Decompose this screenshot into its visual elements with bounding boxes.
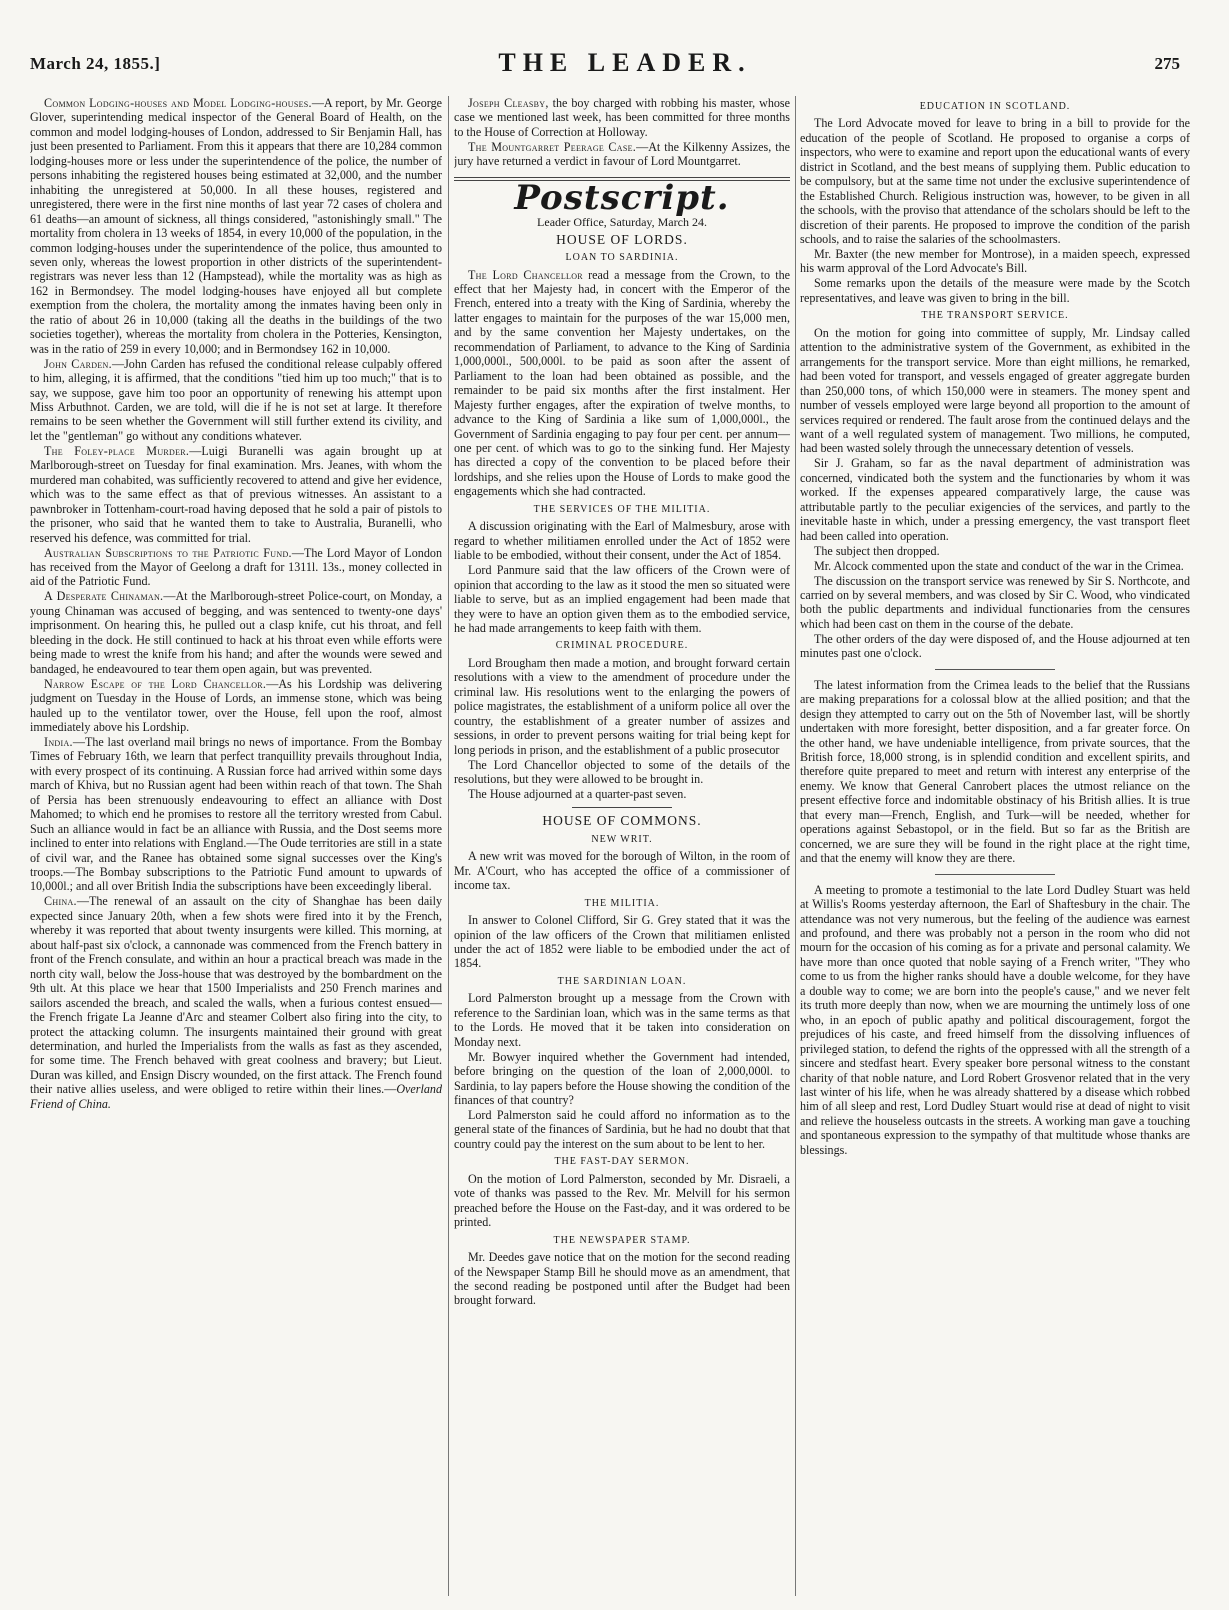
paragraph: The Lord Advocate moved for leave to bring in a bill to provide for the education of the people of Scotland. He proposed to organise a corps of inspectors, who were to examine and report upon the educational wants of every district in Scotland, and the best means of supplying them. Public education to be compulsory, but at the same time not under the exclusive superintendence of the Established Church. Religious instruction was, however, to be given in all the schools, with the proviso that attendance of the scholars should be left to the discretion of their parents. He proposed to improve the condition of the parish schools, and to raise the salaries of the schoolmasters. [800, 116, 1190, 247]
subhead-new-writ: NEW WRIT. [591, 833, 653, 845]
paragraph: Mr. Bowyer inquired whether the Government had intended, before bringing on the question of the loan of 2,000,000l. to Sardinia, to lay papers before the House showing the condition of the finances of that country? [454, 1049, 790, 1108]
paragraph: Mr. Alcock commented upon the state and conduct of the war in the Crimea. [814, 558, 1184, 573]
paragraph: Lord Brougham then made a motion, and brought forward certain resolutions with a view to the amendment of procedure under the criminal law. His resolutions went to the enlarging the powers of police magistrates, the establishment of a uniform police all over the country, the establishment of a greater number of assizes and sessions, in order to prevent persons waiting for trial being kept for long periods in prison, and the establishment of a public prosecutor [454, 655, 790, 757]
paragraph: The House adjourned at a quarter-past seven. [468, 786, 687, 801]
issue-date: March 24, 1855.] [30, 54, 161, 73]
subhead-militia-services: THE SERVICES OF THE MILITIA. [533, 503, 711, 515]
article-lodging-houses [30, 96, 442, 356]
page-number: 275 [1154, 54, 1180, 73]
article-india [30, 735, 442, 894]
divider [935, 669, 1055, 670]
subhead-education-scotland: EDUCATION IN SCOTLAND. [919, 101, 1071, 112]
divider [935, 874, 1055, 875]
article-foley-place-murder [30, 444, 442, 545]
masthead [30, 48, 1190, 80]
house-of-commons-heading: HOUSE OF COMMONS. [542, 813, 702, 829]
article-lead: Common Lodging-houses and Model Lodging-houses. [44, 96, 312, 110]
article-body: the boy charged with robbing his master, whose case we mentioned last week, has been committed for three months to the House of Correction at Holloway. [454, 96, 790, 139]
article-body: —The last overland mail brings no news of importance. From the Bombay Times of February 16th, we learn that perfect tranquillity prevails throughout India, with every prospect of its continuing. A Russian force had arrived within some days march of Khiva, but no Russian agent had been within reach of that town. The Shah of Persia has been strenuously endeavouring to effect an alliance with Dost Mahomed; to which end he promises to restore all the territory wrested from Cabul. Such an alliance would in fact be an alliance with Russia, and the Dost seems more inclined to enter into relations with England.—The Oude territories are still in a state of civil war, and the Ranee has obtained some signal successes over the King's troops.—The Bombay subscriptions to the Patriotic Fund amount to upwards of 10,000l.; and all over British India the subscriptions have been exceedingly liberal. [30, 734, 442, 894]
subhead-transport-service: THE TRANSPORT SERVICE. [921, 310, 1069, 322]
article-body: —At the Marlborough-street Police-court, on Monday, a young Chinaman was accused of begging, and was sentenced to twenty-one days' imprisonment. On hearing this, he pulled out a clasp knife, cut his throat, and fell bleeding in the dock. He still continued to hack at his throat even while efforts were being made to wrest the knife from his hand; and after the wounds were sewed and bandaged, he endeavoured to tear them open again, but was prevented. [30, 589, 442, 676]
subhead-loan-to-sardinia: LOAN TO SARDINIA. [565, 252, 679, 264]
paragraph: Lord Panmure said that the law officers of the Crown were of opinion that according to the law as it stood the men so situated were liable to serve, but as an implied engagement had been made that they were to have an option given them as to the embodied service, he had made arrangements to keep faith with them. [454, 563, 790, 635]
paragraph: The discussion on the transport service was renewed by Sir S. Northcote, and carried on by several members, and was closed by Sir C. Wood, who vindicated both the public departments and individual functionaries from the censures which had been cast on them in the course of the debate. [800, 573, 1190, 631]
paragraph: On the motion of Lord Palmerston, seconded by Mr. Disraeli, a vote of thanks was passed to the Rev. Mr. Melvill for his sermon preached before the House on the Fast-day, and it was ordered to be printed. [454, 1171, 790, 1230]
column-divider [795, 96, 796, 1596]
subhead-militia: THE MILITIA. [584, 897, 660, 909]
article-lead: The Lord Chancellor [468, 267, 583, 282]
article-body: read a message from the Crown, to the effect that her Majesty had, in concert with the Emperor of the French, entered into a treaty with the King of Sardinia, whereby the latter engages to maintain for the purposes of the war 15,000 men, and by the same convention her Majesty undertakes, on the recommendation of Parliament, to advance to the King of Sardinia 1,000,000l., 500,000l. to be paid as soon after the assent of Parliament to the loan had been obtained as possible, and the remainder to be paid six months after the first instalment. Her Majesty further engages, after the expiration of twelve months, to advance to the King of Sardinia a like sum of 1,000,000l., the Government of Sardinia engaging to pay four per cent. per annum—one per cent. of which was to go to the sinking fund. Her Majesty has directed a copy of the convention to be placed before their lordships, and she relies upon the House of Lords to make good the engagements which she had contracted. [454, 267, 790, 499]
article-body: —Luigi Buranelli was again brought up at Marlborough-street on Tuesday for final examination. Mrs. Jeanes, with whom the murdered man cohabited, was sufficiently recovered to attend and give her evidence, which was to the same effect as that of previous witnesses. An assistant to a pawnbroker in Tottenham-court-road having deposed that he sold a pair of pistols to the prisoner, who said that he wanted them to take to Australia, Buranelli, who reserved his defence, was committed for trial. [30, 443, 442, 545]
article-mountgarret [454, 140, 790, 169]
paragraph: A discussion originating with the Earl of Malmesbury, arose with regard to whether militiamen enrolled under the Act of 1852 were liable to be embodied, without their consent, under the Act of 1854. [454, 519, 790, 563]
paragraph: On the motion for going into committee of supply, Mr. Lindsay called attention to the administrative system of the Government, as exhibited in the arrangements for the transport service. More than eight millions, he remarked, had been voted for transport, and vessels engaged of greater aggregate burden than 250,000 tons, of which 150,000 were in steamers. The money spent and number of vessels employed were large beyond all proportion to the amount of services required or rendered. The fault arose from the continued delays and the want of a well regulated system of management. Two millions, he computed, had been wasted solely through the unnecessary detention of vessels. [800, 325, 1190, 456]
newspaper-title: THE LEADER. [498, 48, 752, 77]
subhead-fast-day-sermon: THE FAST-DAY SERMON. [554, 1156, 690, 1168]
paragraph: In answer to Colonel Clifford, Sir G. Grey stated that it was the opinion of the law officers of the Crown that militiamen enlisted under the act of 1852 were liable to be embodied under the act of 1854. [454, 913, 790, 971]
column-2 [454, 96, 790, 1601]
paragraph: A new writ was moved for the borough of Wilton, in the room of Mr. A'Court, who has accepted the office of a commissioner of income tax. [454, 849, 790, 893]
paragraph: Some remarks upon the details of the measure were made by the Scotch representatives, and leave was given to bring in the bill. [800, 276, 1190, 305]
column-3 [800, 96, 1190, 1601]
article-lead: China. [44, 894, 77, 909]
paragraph: The Lord Chancellor objected to some of the details of the resolutions, but they were allowed to be brought in. [454, 757, 790, 786]
paragraph: Sir J. Graham, so far as the naval department of administration was concerned, vindicated both the system and the functionaries by whom it was worked. If the expenses appeared comparatively large, the cause was attributable partly to the peculiar exigencies of the services, and partly to the inevitable haste in which, under a pressing emergency, the vast transport fleet had been called into operation. [800, 456, 1190, 543]
article-lead: The Foley-place Murder. [44, 443, 190, 458]
divider [572, 807, 672, 808]
article-lead: Australian Subscriptions to the Patriotic Fund. [44, 545, 292, 560]
article-desperate-chinaman [30, 589, 442, 676]
article-lead: Narrow Escape of the Lord Chancellor. [44, 676, 267, 691]
subhead-sardinian-loan: THE SARDINIAN LOAN. [557, 975, 687, 987]
house-of-lords-heading: HOUSE OF LORDS. [556, 231, 688, 247]
article-lead: The Mountgarret Peerage Case. [468, 139, 637, 154]
column-1 [30, 96, 442, 1601]
article-lead: India. [44, 734, 73, 749]
article-body: —A report, by Mr. George Glover, superintending medical inspector of the General Board of Health, on the common and model lodging-houses of London, addressed to Sir Benjamin Hall, has just been presented to Parliament. From this it appears that there are 10,284 common lodging-houses more or less under the superintendence of the police, the number of persons inhabiting the registered houses being estimated at 32,000, and the number inhabiting the unregistered at 50,000. In all these houses, registered and unregistered, there were in the first nine months of last year 72 cases of cholera and 61 deaths—an amount of sickness, all things considered, "astonishingly small." The mortality from cholera in 13 weeks of 1854, in every 10,000 of the population, in the common lodging-houses under the superintendence of the police, thus amounted to seven only, whereas the lowest proportion in other districts of the superintendent-registrars was never less than 12 (Hampstead), while the mortality was as high as 162 in Bermondsey. The model lodging-houses have enjoyed all but complete exemption from the cholera, the mortality among the inmates having been only in the ratio of about 26 in 10,000 (taking all the deaths in the buildings of the two societies together), whereas the mortality from cholera in the Potteries, Kensington, was in the ratio of 259 in every 10,000; and in Bermondsey 162 in 10,000. [30, 96, 442, 356]
article-body: —The Lord Mayor of London has received from the Mayor of Geelong a draft for 1311l. 13s., money collected in aid of the Patriotic Fund. [30, 545, 442, 589]
paragraph: Lord Palmerston said he could afford no information as to the general state of the finances of Sardinia, but he had no doubt that that country could pay the interest on the sum about to be lent to her. [454, 1108, 790, 1151]
paragraph: Mr. Baxter (the new member for Montrose), in a maiden speech, expressed his warm approval of the Lord Advocate's Bill. [800, 247, 1190, 276]
column-divider [448, 96, 449, 1596]
subhead-criminal-procedure: CRIMINAL PROCEDURE. [555, 640, 689, 652]
paragraph: Lord Palmerston brought up a message from the Crown with reference to the Sardinian loan, which was in the same terms as that to the Lords. He moved that it be taken into consideration on Monday next. [454, 991, 790, 1049]
paragraph: The latest information from the Crimea leads to the belief that the Russians are making preparations for a colossal blow at the allied position; and that the design they attempted to carry out on the 5th of November last, will be shortly undertaken with more foresight, better disposition, and a far greater force. On the other hand, we have undeniable intelligence, from private sources, that the British force, 18,000 strong, is in splendid condition and excellent spirits, and therefore quite prepared to meet and return with interest any enterprise of the enemy. We know that General Canrobert places the utmost reliance on the present effective force and indomitable obstinacy of his British allies. It is true that every man—French, English, and Turk—will be needed, whether for operations against Sebastopol, or in the field. But so far as the British are concerned, we are sure they will be found in the right place at the right time, and that the enemy will know they are there. [800, 677, 1190, 866]
dateline: Leader Office, Saturday, March 24. [537, 215, 707, 230]
article-lead: John Carden. [44, 356, 112, 371]
subhead-newspaper-stamp: THE NEWSPAPER STAMP. [553, 1234, 691, 1246]
article-lead: Joseph Cleasby, [468, 96, 549, 110]
article-source: Overland Friend of China. [30, 1082, 442, 1111]
article-narrow-escape [30, 677, 442, 735]
article-loan [454, 268, 790, 499]
article-china [30, 894, 442, 1111]
paragraph: Mr. Deedes gave notice that on the motion for the second reading of the Newspaper Stamp Bill he should move as an amendment, that the second reading be postponed until after the Budget had been brought forward. [454, 1250, 790, 1308]
article-body: —As his Lordship was delivering judgment on Tuesday in the House of Lords, an immense stone, which was being hauled up to the ventilator tower, over the House, fell upon the roof, almost immediately above his Lordship. [30, 676, 442, 734]
article-body: —At the Kilkenny Assizes, the jury have returned a verdict in favour of Lord Mountgarret. [454, 139, 790, 169]
article-john-carden [30, 357, 442, 444]
paragraph: The subject then dropped. [814, 543, 940, 558]
article-body: —John Carden has refused the conditional release culpably offered to him, alleging, it is affirmed, that the conditions "tied him up too much;" that is to say, we suppose, gave him too poor an opportunity of renewing his attempt upon Miss Arbuthnot. Carden, we are told, will die if he is not set at large. It therefore remains to be seen whether the Government will still further extend its civility, and let the "gentleman" go without any conditions whatever. [30, 356, 442, 443]
article-patriotic-fund [30, 546, 442, 589]
paragraph: A meeting to promote a testimonial to the late Lord Dudley Stuart was held at Willis's Rooms yesterday afternoon, the Earl of Shaftesbury in the chair. The attendance was not very numerous, but the feeling of the audience was earnest and profound, and there was probably not a person in the room who did not mourn for the occasion of his coming as for a private and personal calamity. We have more than once quoted that noble saying of a French writer, "They who come to us from the higher ranks should have a double welcome, for they have a double way to come; we are born into the people's cause," and we never felt its truth more deeply than now, when we are mourning the untimely loss of one who, in an epoch of public apathy and political discouragement, forgot the prejudices of his caste, and freed himself from the dissolving influences of privileged station, to defend the rights of the oppressed with all the strength of a sincere and stedfast heart. Every speaker bore personal witness to the constant charity of that noble nature, and Lord Robert Grosvenor related that in the very last winter of his life, when he was already shattered by a disease which robbed him of all sleep and rest, Lord Dudley Stuart would rise at dead of night to visit and relieve the houseless outcasts in the streets. A working man gave a touching and spontaneous expression to the sympathy of that multitude whose thanks are blessings. [800, 882, 1190, 1157]
paragraph: The other orders of the day were disposed of, and the House adjourned at ten minutes past one o'clock. [800, 631, 1190, 661]
article-body: —The renewal of an assault on the city of Shanghae has been daily expected since January 20th, when a few shots were fired into it by the French, whereby it was reported that about twenty insurgents were killed. This morning, at about half-past six o'clock, a cannonade was commenced from the French battery in front of the French consulate, and within an hour a practical breach was made in the north city wall, below the Joss-house that was destroyed by the bombardment on the 9th ult. At this place we hear that 1500 Imperialists and 250 French marines and sailors ascended the breach, and scaled the walls, when a furious contest ensued—the French frigate La Jeanne d'Arc and steamer Colbert also firing into the city, to protect the attacking column. The insurgents maintained their ground with great determination, and hurled the Imperialists from the walls as fast as they ascended, for some time. The French behaved with great coolness and bravery; but Lieut. Duran was killed, and Ensign Discry wounded, on the first attack. The French found their native allies useless, and were obliged to retire within their lines.— [30, 894, 442, 1097]
article-joseph-cleasby [454, 96, 790, 139]
postscript-heading: Postscript. [514, 177, 730, 218]
article-lead: A Desperate Chinaman. [44, 589, 164, 604]
